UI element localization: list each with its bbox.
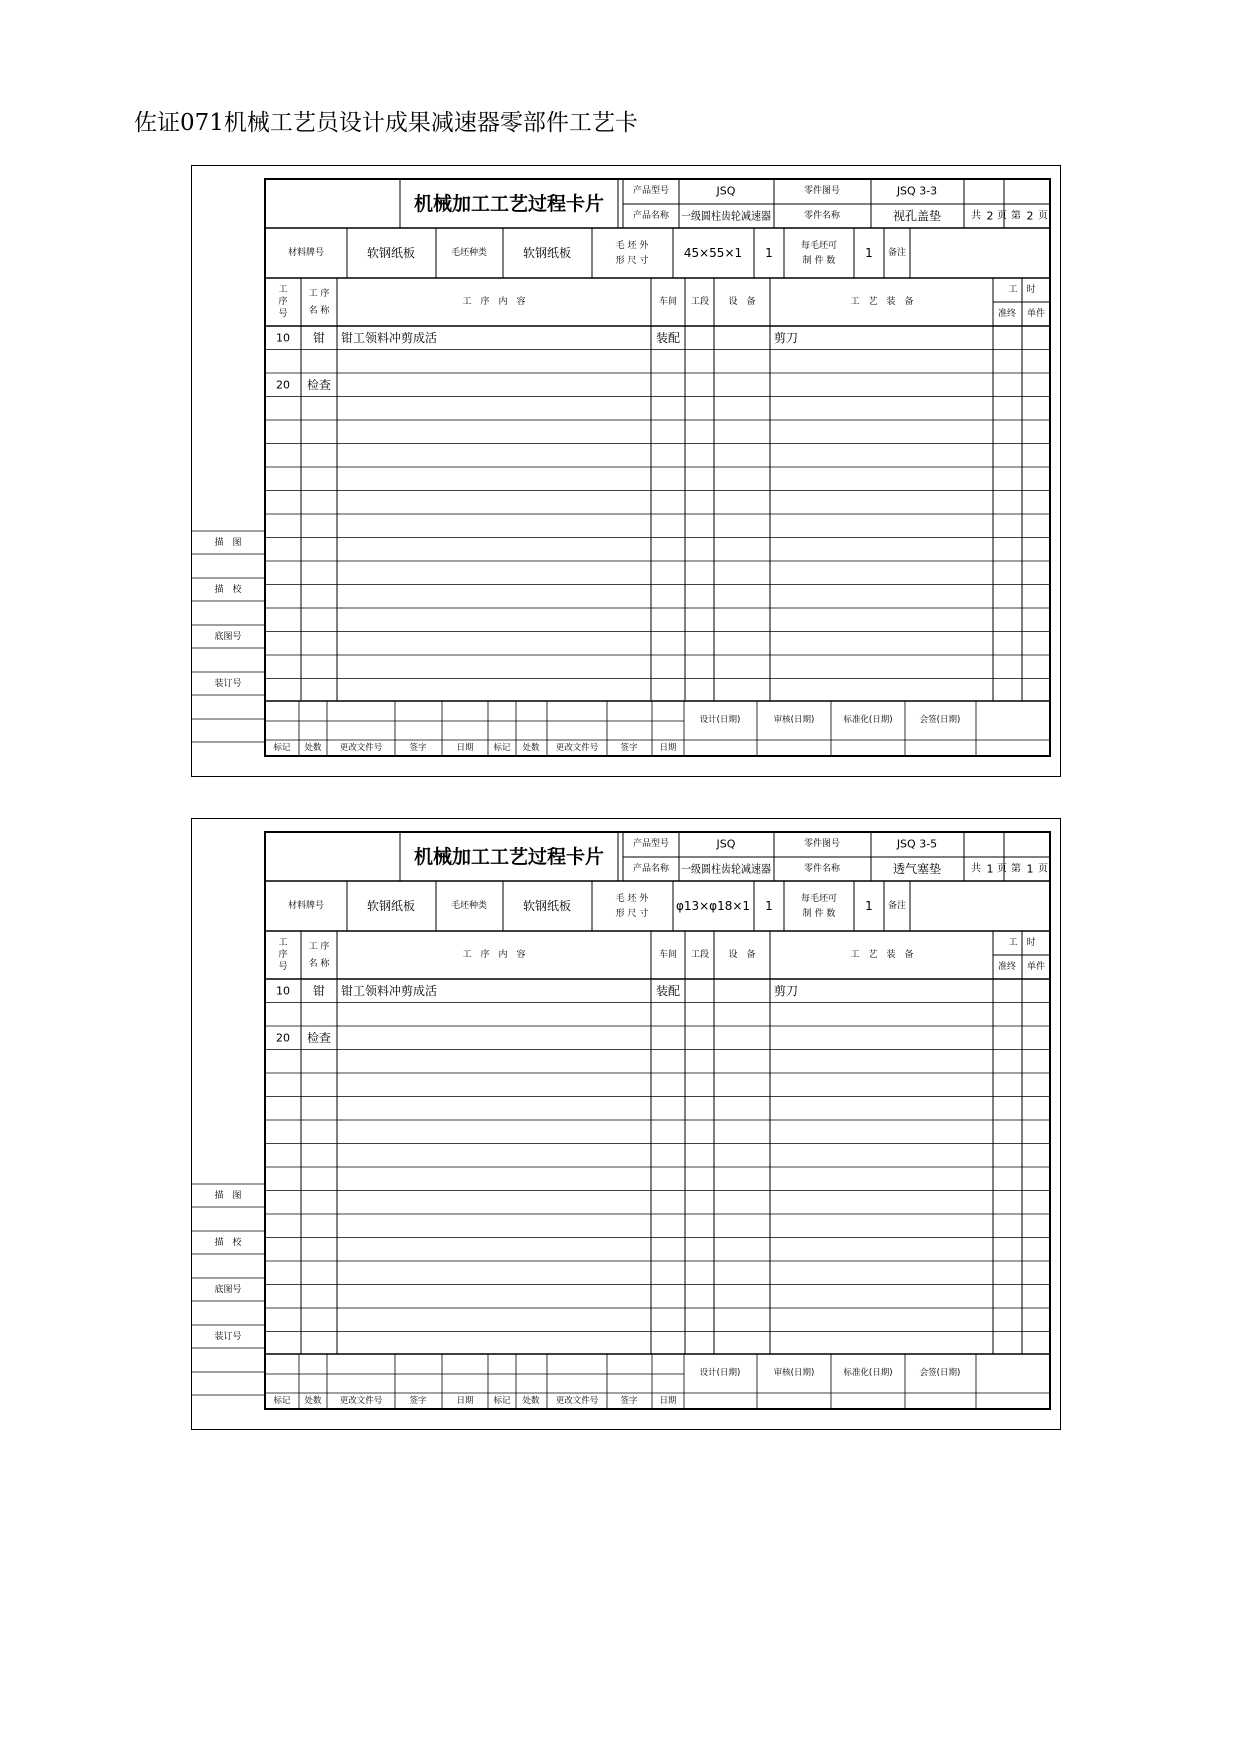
svg-text:号: 号 [278, 962, 288, 972]
svg-text:序: 序 [278, 297, 288, 307]
card1-label-time-prep: 准终 [997, 309, 1017, 319]
card2-label-product-model: 产品型号 [632, 839, 670, 849]
card1-blank-size: 45×55×1 [683, 246, 743, 260]
card1-foot-sign-2: 签字 [620, 743, 638, 753]
card2-label-time-unit: 单件 [1026, 962, 1046, 972]
card1-label-tooling: 工 艺 装 备 [850, 297, 914, 307]
card2-foot-date-2: 日期 [659, 1396, 677, 1406]
card2-label-material-grade: 材料牌号 [287, 901, 325, 911]
card1-label-equipment: 设 备 [728, 297, 756, 307]
process-card-1-grid [192, 166, 1060, 776]
card2-card-title: 机械加工工艺过程卡片 [413, 846, 605, 868]
card1-label-workshop: 车间 [658, 297, 678, 307]
card1-foot-mark-2: 标记 [493, 743, 511, 753]
card1-label-product-model: 产品型号 [632, 186, 670, 196]
card2-label-op-content: 工 序 内 容 [462, 950, 526, 960]
card1-op-1-no: 20 [276, 378, 290, 392]
card1-label-side-base-no: 底图号 [214, 632, 242, 642]
card2-label-op-no [278, 937, 287, 972]
card2-op-0-workshop: 装配 [655, 983, 681, 998]
document-title: 佐证071机械工艺员设计成果减速器零部件工艺卡 [134, 110, 638, 136]
card1-op-0-no: 10 [276, 331, 290, 345]
card2-total-pages: 1 [986, 862, 994, 876]
card2-part-name: 透气塞垫 [892, 862, 942, 876]
card2-op-1-no: 20 [276, 1031, 290, 1045]
card2-op-0-no: 10 [276, 984, 290, 998]
card2-label-page-unit: 页 [1038, 863, 1048, 875]
card2-foot-change-doc-1: 更改文件号 [339, 1396, 383, 1406]
card1-op-0-workshop: 装配 [655, 330, 681, 345]
card1-op-0-name: 钳 [312, 330, 326, 345]
card1-parts-per-blank: 1 [765, 246, 773, 260]
card2-product-name: 一级圆柱齿轮减速器 [681, 862, 780, 876]
card2-label-product-name: 产品名称 [632, 864, 670, 874]
card2-label-equipment: 设 备 [728, 950, 756, 960]
card2-label-part-drawing-no: 零件图号 [803, 839, 841, 849]
svg-text:工: 工 [278, 938, 288, 948]
card1-blank-type: 软钢纸板 [522, 246, 572, 260]
card1-product-name: 一级圆柱齿轮减速器 [681, 209, 780, 223]
card2-label-workshop: 车间 [658, 950, 678, 960]
card2-foot-mark-1: 标记 [273, 1396, 291, 1406]
card2-page: 1 [1026, 862, 1034, 876]
card1-foot-countersign: 会签(日期) [919, 715, 961, 725]
card2-label-blank-size-2: 形 尺 寸 [615, 909, 649, 919]
card2-label-op-name-1: 工 序 [308, 942, 330, 952]
card1-part-name: 视孔盖垫 [892, 209, 942, 223]
card2-product-model: JSQ [716, 837, 736, 851]
card2-foot-mark-2: 标记 [493, 1396, 511, 1406]
card1-label-part-name: 零件名称 [803, 211, 841, 221]
card1-label-page: 第 [1011, 210, 1021, 222]
card2-label-remarks: 备注 [887, 901, 907, 911]
card2-blank-type: 软钢纸板 [522, 899, 572, 913]
card2-foot-date-1: 日期 [456, 1396, 474, 1406]
card2-label-parts-per-blank-1: 每毛坯可 [800, 894, 838, 904]
card1-label-side-trace: 描 图 [214, 538, 242, 548]
card2-part-drawing-no: JSQ 3-5 [896, 837, 938, 851]
card1-op-0-content: 钳工领料冲剪成活 [341, 330, 438, 345]
card1-label-parts-per-blank-1: 每毛坯可 [800, 241, 838, 251]
card1-label-total: 共 [971, 210, 981, 222]
card1-foot-count-1: 处数 [304, 743, 322, 753]
card1-foot-count-2: 处数 [522, 743, 540, 753]
card1-label-blank-size-1: 毛 坯 外 [615, 241, 649, 251]
svg-text:号: 号 [278, 309, 288, 319]
card2-label-time: 工 时 [1008, 938, 1036, 948]
card2-label-section: 工段 [690, 950, 710, 960]
card1-op-1-name: 检查 [306, 377, 332, 392]
card1-inner-frame [265, 179, 1050, 756]
card1-total-pages: 2 [986, 209, 994, 223]
card1-foot-standard: 标准化(日期) [843, 715, 893, 725]
card1-label-time: 工 时 [1008, 285, 1036, 295]
card1-foot-change-doc-2: 更改文件号 [555, 743, 599, 753]
card1-label-remarks: 备注 [887, 248, 907, 258]
card2-label-page: 第 [1011, 863, 1021, 875]
card2-foot-standard: 标准化(日期) [843, 1368, 893, 1378]
card2-foot-sign-1: 签字 [409, 1396, 427, 1406]
card2-foot-countersign: 会签(日期) [919, 1368, 961, 1378]
card1-foot-sign-1: 签字 [409, 743, 427, 753]
card1-foot-date-1: 日期 [456, 743, 474, 753]
card1-label-side-binding: 装订号 [214, 679, 242, 689]
card1-page: 2 [1026, 209, 1034, 223]
card2-label-tooling: 工 艺 装 备 [850, 950, 914, 960]
card1-label-op-name-2: 名 称 [308, 306, 330, 316]
card1-material: 软钢纸板 [366, 246, 416, 260]
svg-text:工: 工 [278, 285, 288, 295]
card1-parts-per-unit: 1 [865, 246, 873, 260]
card2-parts-per-blank: 1 [765, 899, 773, 913]
card2-label-parts-per-blank-2: 制 件 数 [802, 909, 836, 919]
card2-inner-frame [265, 832, 1050, 1409]
card2-label-part-name: 零件名称 [803, 864, 841, 874]
card2-parts-per-unit: 1 [865, 899, 873, 913]
card2-foot-count-1: 处数 [304, 1396, 322, 1406]
card1-part-drawing-no: JSQ 3-3 [896, 184, 938, 198]
card2-label-side-trace: 描 图 [214, 1191, 242, 1201]
card2-label-side-base-no: 底图号 [214, 1285, 242, 1295]
card1-foot-review: 审核(日期) [773, 715, 815, 725]
process-card-2-grid [192, 819, 1060, 1429]
card1-op-0-tooling: 剪刀 [774, 330, 799, 345]
card1-label-parts-per-blank-2: 制 件 数 [802, 256, 836, 266]
card1-label-total-unit: 页 [997, 210, 1007, 222]
card1-foot-date-2: 日期 [659, 743, 677, 753]
card2-op-0-tooling: 剪刀 [774, 983, 799, 998]
card1-foot-mark-1: 标记 [273, 743, 291, 753]
card2-foot-sign-2: 签字 [620, 1396, 638, 1406]
card2-label-time-prep: 准终 [997, 962, 1017, 972]
card2-op-0-name: 钳 [312, 983, 326, 998]
svg-text:序: 序 [278, 950, 288, 960]
process-card-1 [191, 165, 1061, 777]
card1-label-page-unit: 页 [1038, 210, 1048, 222]
card2-label-blank-size-1: 毛 坯 外 [615, 894, 649, 904]
card2-label-side-check: 描 校 [214, 1238, 242, 1248]
card1-label-op-no [278, 284, 287, 319]
card2-label-blank-type: 毛坯种类 [450, 901, 488, 911]
card1-foot-change-doc-1: 更改文件号 [339, 743, 383, 753]
card2-label-total-unit: 页 [997, 863, 1007, 875]
card2-label-op-name-2: 名 称 [308, 959, 330, 969]
card2-op-1-name: 检查 [306, 1030, 332, 1045]
process-card-2 [191, 818, 1061, 1430]
card2-blank-size: φ13×φ18×1 [675, 899, 751, 913]
card2-material: 软钢纸板 [366, 899, 416, 913]
card1-label-product-name: 产品名称 [632, 211, 670, 221]
card2-op-0-content: 钳工领料冲剪成活 [341, 983, 438, 998]
card2-label-total: 共 [971, 863, 981, 875]
card1-label-side-check: 描 校 [214, 585, 242, 595]
card1-card-title: 机械加工工艺过程卡片 [413, 193, 605, 215]
card1-foot-design: 设计(日期) [699, 715, 741, 725]
card2-foot-count-2: 处数 [522, 1396, 540, 1406]
card1-label-blank-type: 毛坯种类 [450, 248, 488, 258]
card1-label-op-name-1: 工 序 [308, 289, 330, 299]
card1-label-blank-size-2: 形 尺 寸 [615, 256, 649, 266]
card2-foot-review: 审核(日期) [773, 1368, 815, 1378]
card1-label-time-unit: 单件 [1026, 309, 1046, 319]
card1-label-material-grade: 材料牌号 [287, 248, 325, 258]
card2-foot-change-doc-2: 更改文件号 [555, 1396, 599, 1406]
card1-label-section: 工段 [690, 297, 710, 307]
card1-product-model: JSQ [716, 184, 736, 198]
card2-label-side-binding: 装订号 [214, 1332, 242, 1342]
card2-foot-design: 设计(日期) [699, 1368, 741, 1378]
card1-label-part-drawing-no: 零件图号 [803, 186, 841, 196]
card1-label-op-content: 工 序 内 容 [462, 297, 526, 307]
